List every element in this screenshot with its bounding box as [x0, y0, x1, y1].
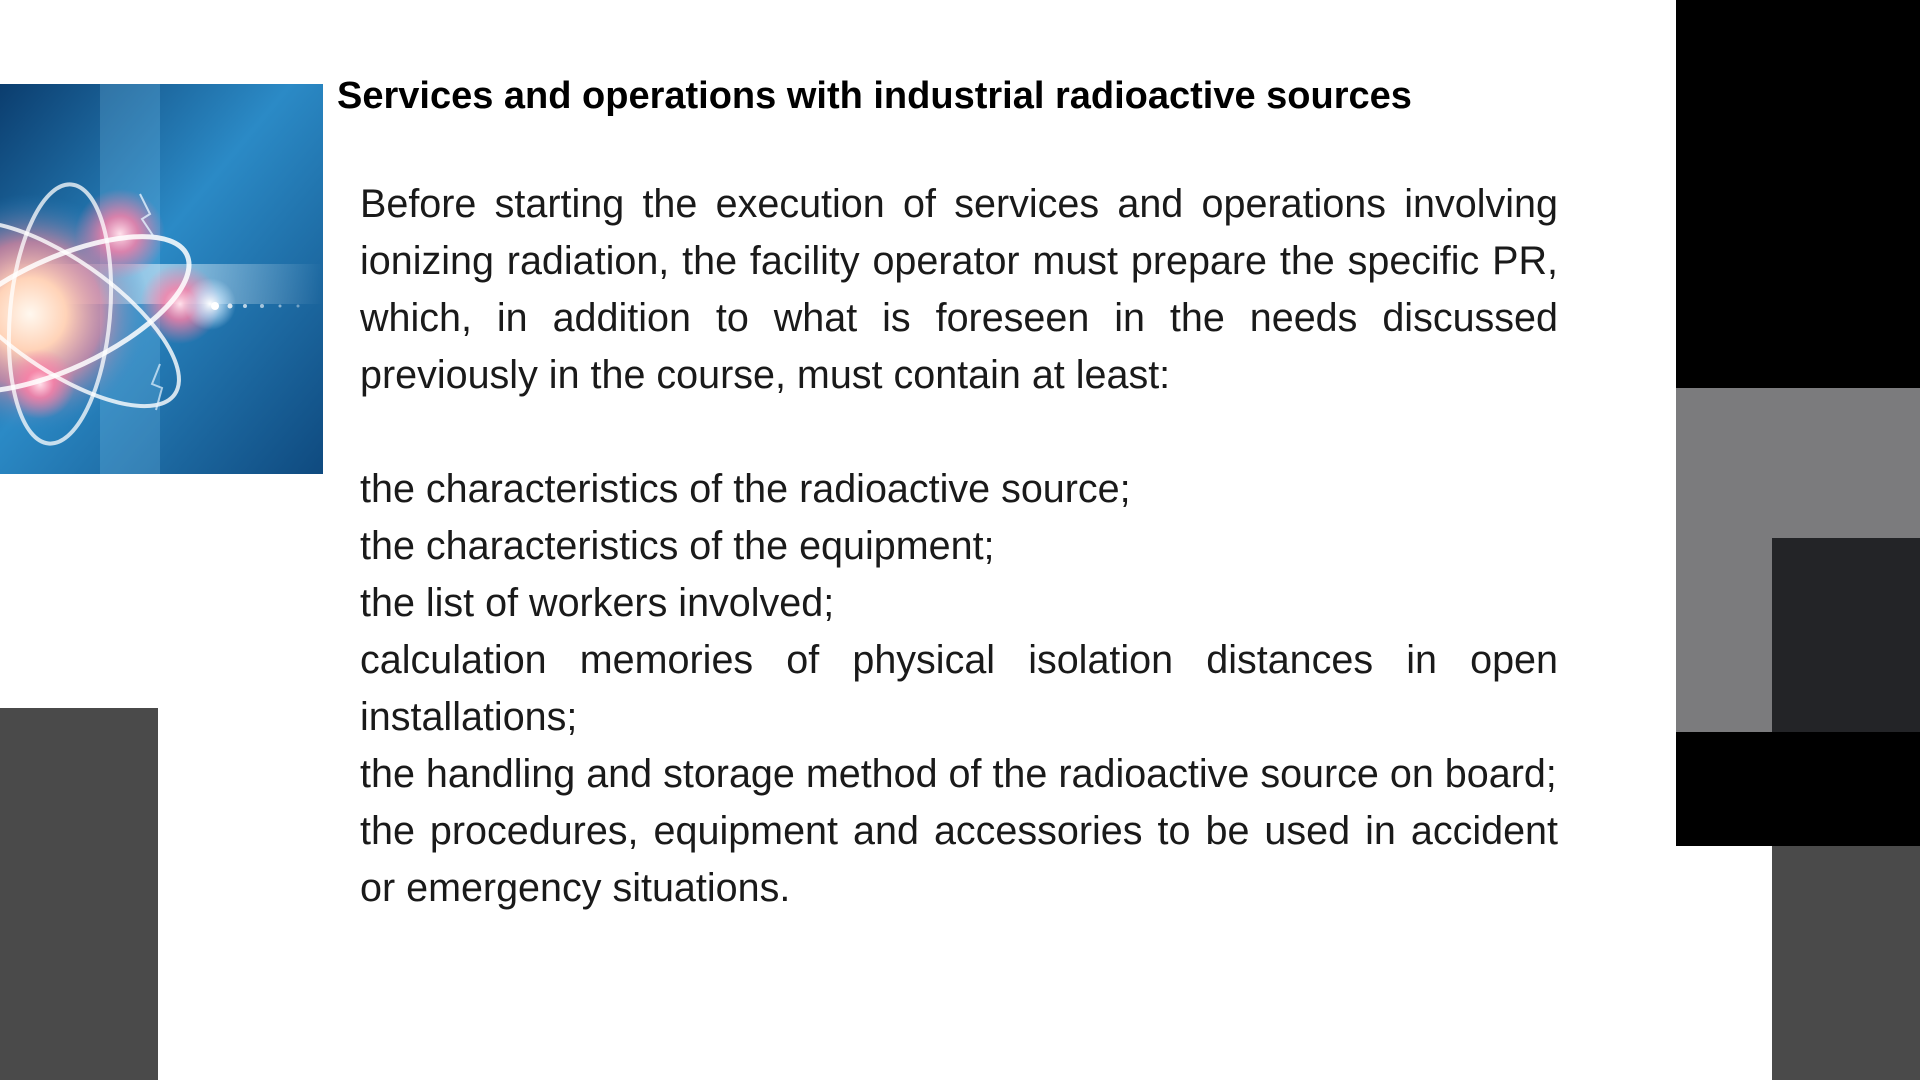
atom-icon	[0, 84, 323, 474]
list-item: the characteristics of the radioactive source;	[360, 467, 1131, 511]
decor-right-dark-gray-block	[1772, 846, 1920, 1080]
decor-right-black-block-bottom	[1676, 732, 1920, 846]
list-item: the handling and storage method of the radioactive source on board;	[360, 752, 1557, 796]
list-item: the characteristics of the equipment;	[360, 524, 995, 568]
requirements-list	[360, 461, 1558, 917]
decor-right-charcoal-block	[1772, 538, 1920, 732]
intro-paragraph: Before starting the execution of services and operations involving ionizing radiation, the facility operator must prepare the specific PR, which, in addition to what is foreseen in the needs discussed previously in the course, must contain at least:	[360, 182, 1558, 397]
slide-body	[360, 176, 1558, 917]
list-item: the procedures, equipment and accessories to be used in accident or emergency situations.	[360, 809, 1558, 910]
list-item: the list of workers involved;	[360, 581, 835, 625]
list-item: calculation memories of physical isolation distances in open installations;	[360, 638, 1558, 739]
slide-title: Services and operations with industrial radioactive sources	[337, 75, 1412, 117]
decor-left-gray-block	[0, 708, 158, 1080]
decor-right-black-block-top	[1676, 0, 1920, 388]
